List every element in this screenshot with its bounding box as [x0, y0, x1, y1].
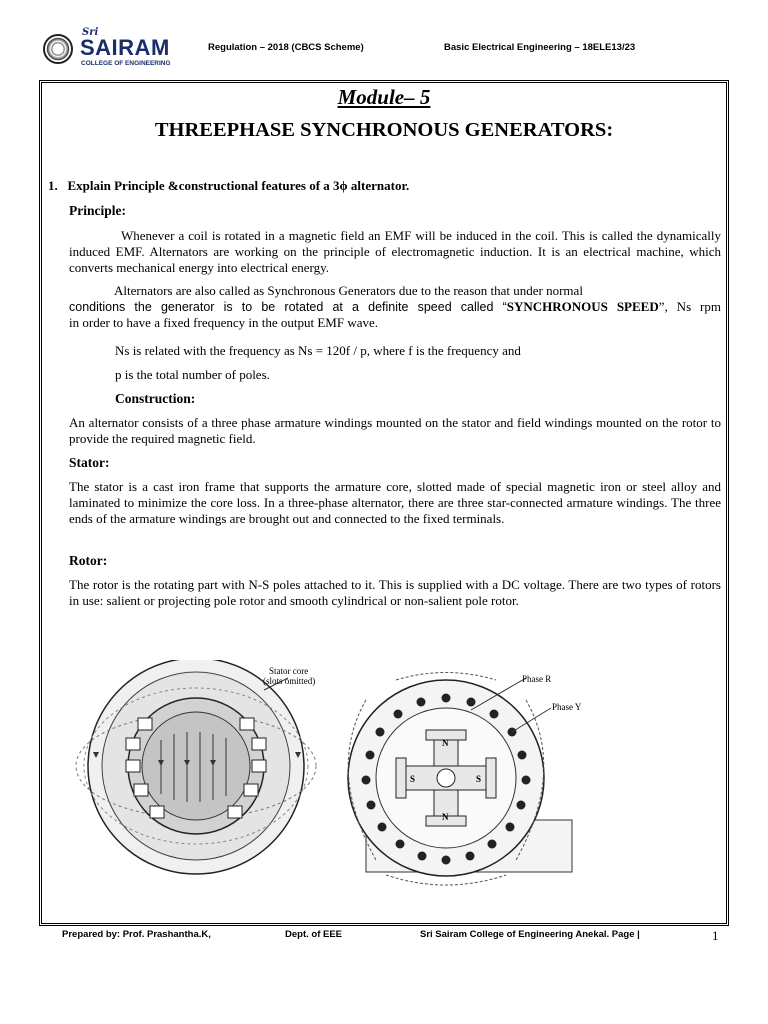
label-slots-omitted: (slots omitted)	[263, 676, 316, 686]
construction-heading: Construction:	[115, 391, 196, 406]
phi-symbol: ϕ	[339, 178, 348, 193]
construction-paragraph: An alternator consists of a three phase armature windings mounted on the stator and field windings mounted on the rotor to provide the required magnetic field.	[69, 415, 721, 446]
pole-n-top: N	[442, 738, 449, 748]
stator-paragraph: The stator is a cast iron frame that supports the armature core, slotted made of special magnetic iron or steel alloy and laminated to minimize the core loss. In a three-phase alternator, there are three star-connected armature windings. The three ends of the armature windings are brought out and connected to the fixed terminals.	[69, 479, 721, 526]
main-title: THREEPHASE SYNCHRONOUS GENERATORS:	[154, 119, 614, 141]
rotor-heading: Rotor:	[69, 553, 108, 568]
principle-heading: Principle:	[69, 203, 126, 218]
page-header	[40, 28, 730, 72]
question-text-post: alternator.	[347, 178, 410, 193]
stator-heading: Stator:	[69, 455, 110, 470]
principle-paragraph-2	[69, 283, 721, 331]
footer-prepared-by: Prepared by: Prof. Prashantha.K,	[62, 929, 211, 940]
label-phase-r: Phase R	[522, 674, 552, 684]
formula-line: Ns is related with the frequency as Ns = 120f / p, where f is the frequency and	[115, 343, 521, 358]
principle-paragraph-1: Whenever a coil is rotated in a magnetic field an EMF will be induced in the coil. This is called the dynamically induced EMF. Alternators are working on the principle of electromagnetic induction. It is an electrical machine, which converts mechanical energy into electrical energy.	[69, 228, 721, 275]
label-stator-core: Stator core	[269, 666, 309, 676]
poles-line: p is the total number of poles.	[115, 367, 270, 382]
logo-brand: SAIRAM	[80, 35, 170, 60]
pole-s-left: S	[410, 774, 416, 784]
salient-pole-diagram	[76, 660, 316, 874]
question-text-pre: Explain Principle &constructional features of a 3	[67, 178, 340, 193]
rotor-paragraph: The rotor is the rotating part with N-S poles attached to it. This is supplied with a DC voltage. There are two types of rotors in use: salient or projecting pole rotor and smooth cylindrical or non-salient pole rotor.	[69, 577, 721, 608]
winding-diagram	[348, 673, 572, 886]
question-1	[48, 178, 409, 194]
regulation-label: Regulation – 2018 (CBCS Scheme)	[208, 42, 364, 53]
label-phase-y: Phase Y	[552, 702, 582, 712]
pole-n-bottom: N	[442, 812, 449, 822]
logo-sri: Sri	[82, 27, 99, 38]
para2-line-d: in order to have a fixed frequency in the output EMF wave.	[69, 315, 379, 330]
module-title: Module– 5	[337, 85, 431, 109]
subject-label: Basic Electrical Engineering – 18ELE13/23	[444, 42, 636, 53]
footer-college: Sri Sairam College of Engineering Anekal. Page |	[420, 929, 640, 940]
college-logo	[40, 28, 180, 72]
alternator-figure	[66, 660, 582, 892]
footer-dept: Dept. of EEE	[285, 929, 343, 940]
para2-line-b: conditions the generator is to be rotated at a definite speed called “SYNCHRONOUS SPEED”, Ns rpm	[69, 299, 721, 314]
question-number: 1.	[48, 178, 58, 193]
logo-college: COLLEGE OF ENGINEERING	[81, 60, 171, 67]
para2-line-a: Alternators are also called as Synchronous Generators due to the reason that under normal	[114, 283, 583, 298]
page-number: 1	[712, 928, 719, 943]
synchronous-speed: SYNCHRONOUS SPEED	[506, 299, 659, 314]
pole-s-right: S	[476, 774, 482, 784]
college-seal-icon	[43, 34, 73, 64]
